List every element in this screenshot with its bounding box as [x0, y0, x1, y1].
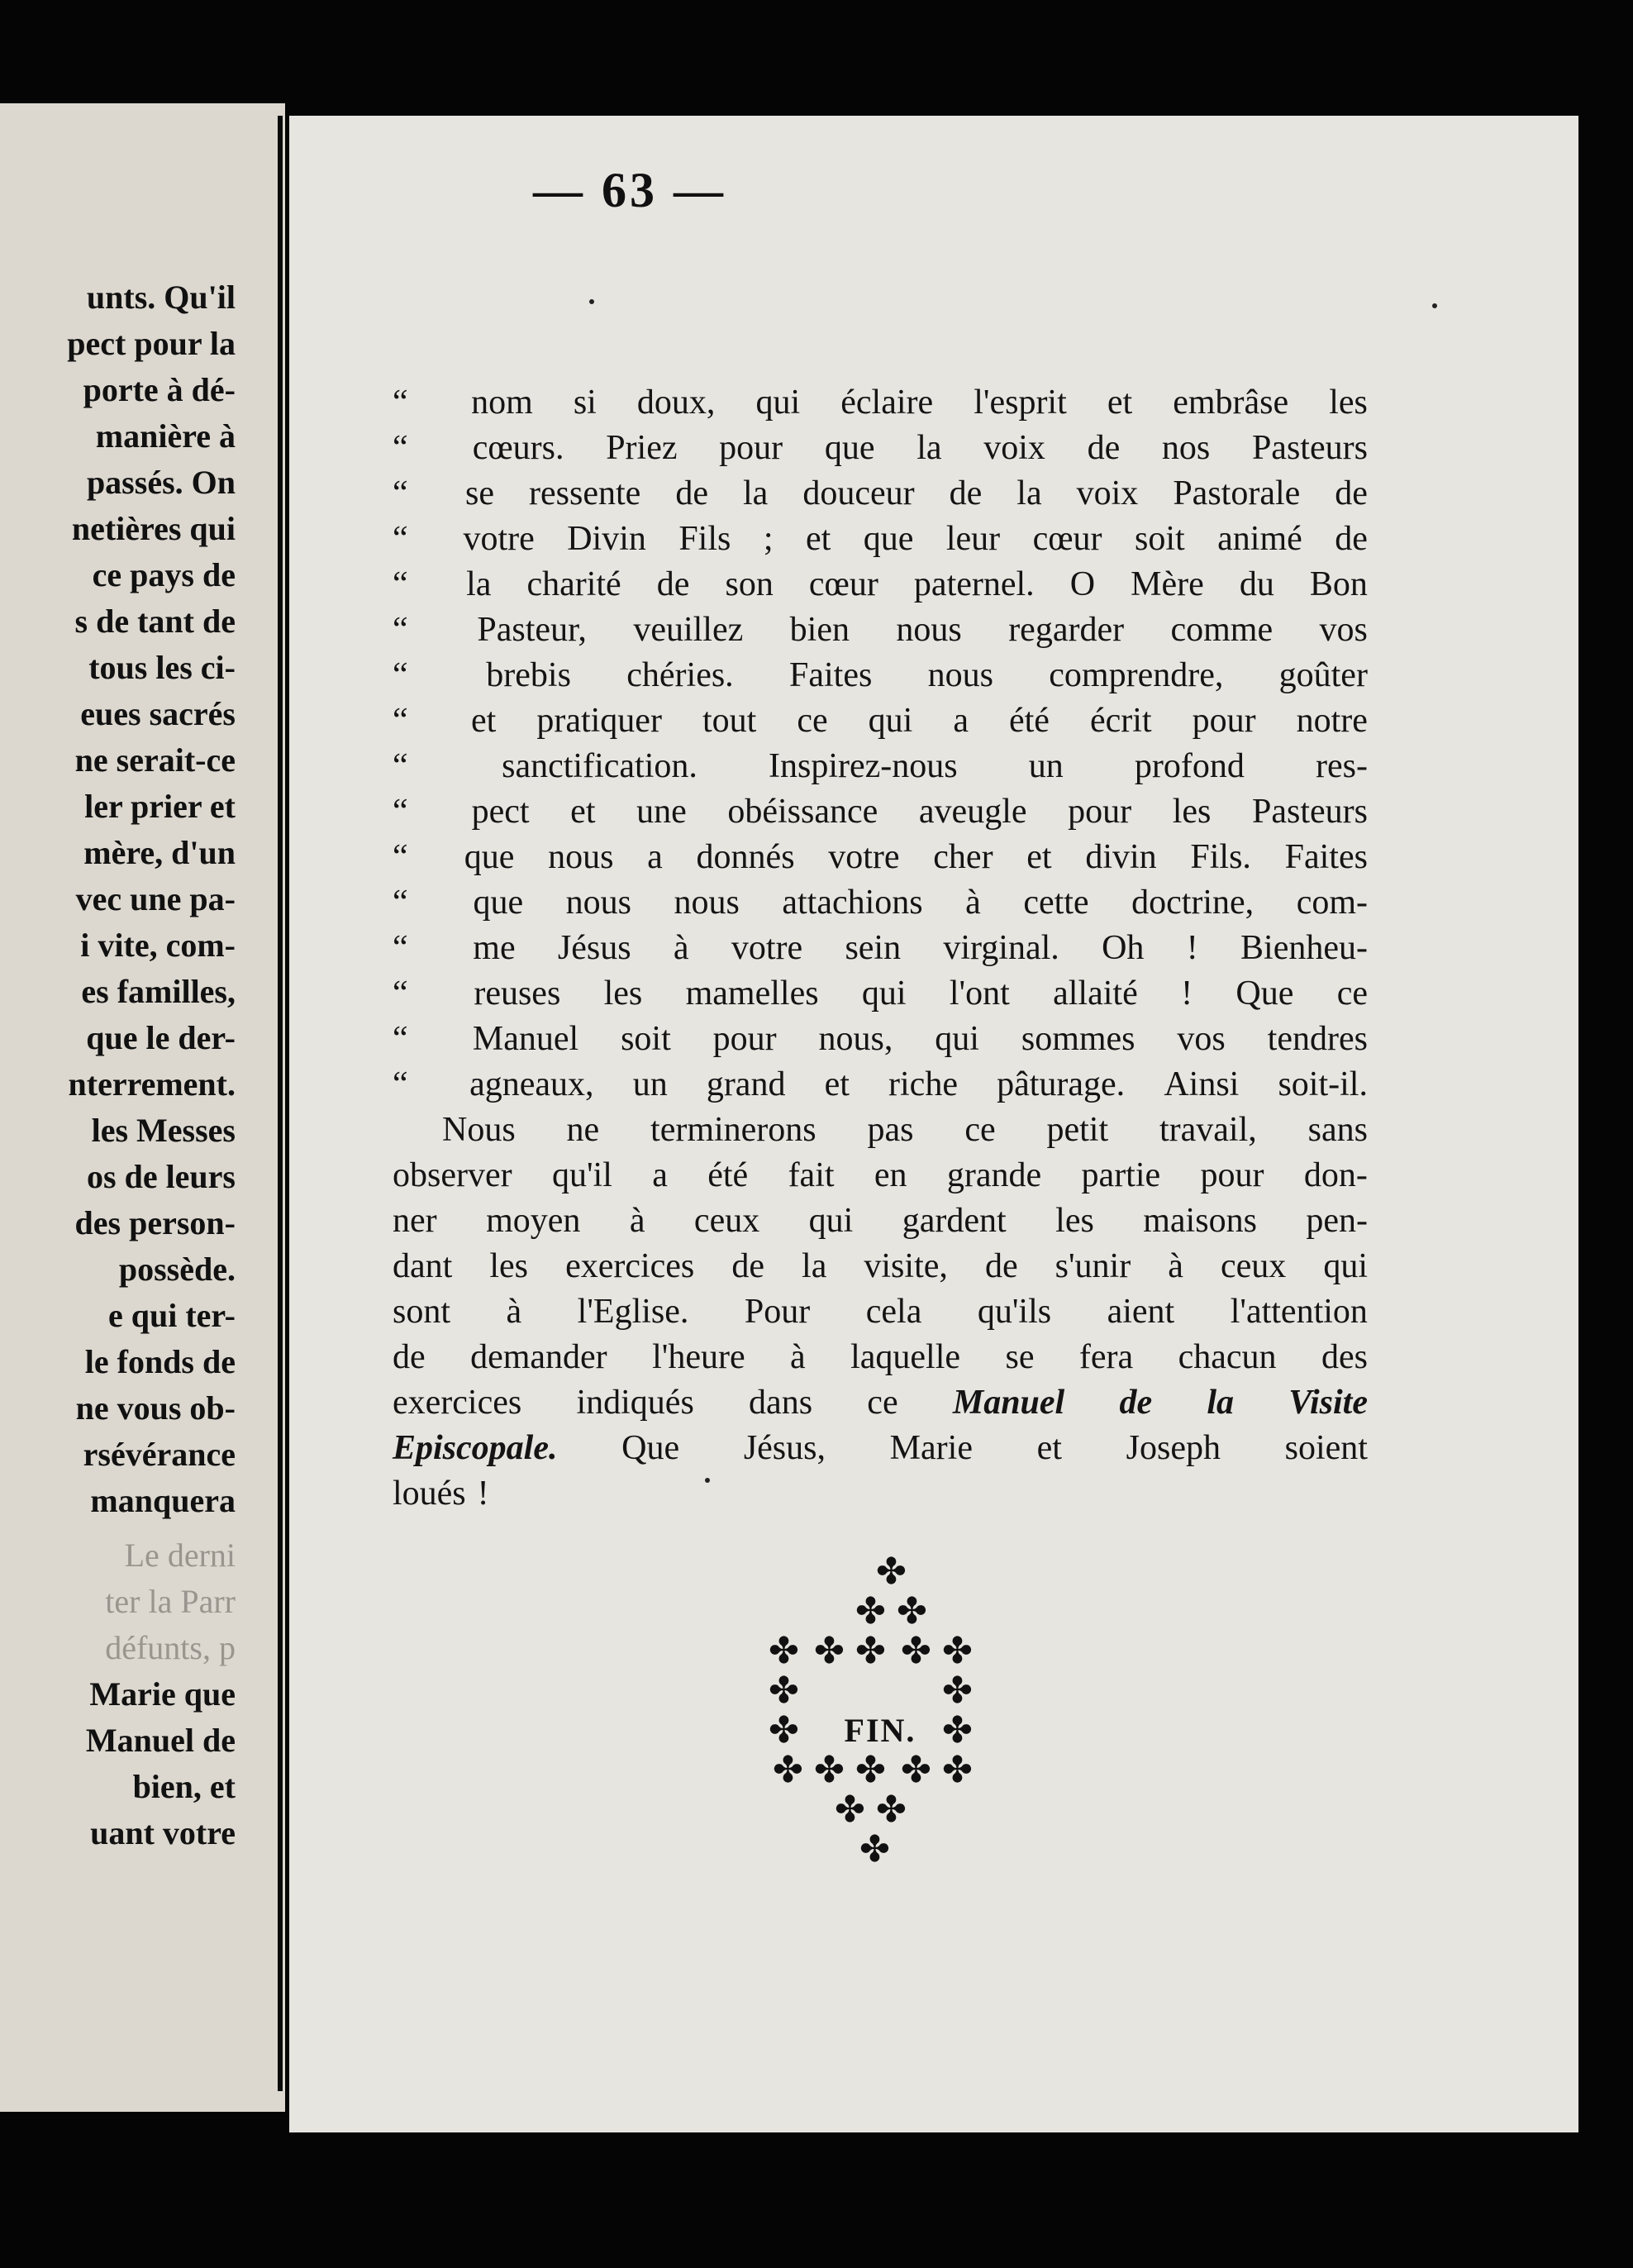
body-text: [393, 380, 1368, 1517]
text-line: loués !: [393, 1475, 489, 1513]
text-line: “ Pasteur, veuillez bien nous regarder comme vos: [393, 611, 1368, 649]
facing-page-line: les Messes: [91, 1112, 236, 1149]
facing-page-line: unts. Qu'il: [86, 279, 236, 316]
ink-speck: [589, 299, 594, 304]
facing-page-line: vec une pa-: [75, 880, 236, 917]
facing-page-line: que le der-: [86, 1019, 236, 1056]
text-line: de demander l'heure à laquelle se fera chacun des: [393, 1338, 1368, 1376]
facing-page-line: ler prier et: [84, 788, 236, 825]
text-line: ner moyen à ceux qui gardent les maisons pen-: [393, 1202, 1368, 1240]
facing-page-line: s de tant de: [74, 603, 236, 640]
fleuron-ornament: ✤: [901, 1631, 931, 1671]
facing-page-line: tous les ci-: [88, 649, 236, 686]
text-line: “ Manuel soit pour nous, qui sommes vos tendres: [393, 1020, 1368, 1058]
fleuron-ornament: ✤: [769, 1631, 799, 1671]
facing-page-line: passés. On: [86, 464, 236, 501]
fleuron-ornament: ✤: [942, 1670, 973, 1711]
fleuron-ornament: ✤: [897, 1591, 927, 1632]
facing-page-line: des person-: [74, 1204, 236, 1241]
fleuron-ornament: ✤: [876, 1789, 907, 1830]
facing-page-line: uant votre: [90, 1814, 236, 1851]
facing-page-left: [0, 103, 285, 2112]
fleuron-ornament: ✤: [855, 1631, 886, 1671]
facing-page-line: porte à dé-: [83, 371, 236, 408]
fleuron-ornament: ✤: [942, 1710, 973, 1751]
facing-page-line: bien, et: [132, 1768, 236, 1805]
fleuron-ornament: ✤: [835, 1789, 865, 1830]
facing-page-line: Marie que: [89, 1675, 236, 1713]
ink-speck: [1432, 303, 1437, 308]
facing-page-line-faded: ter la Parr: [105, 1583, 236, 1620]
facing-page-line: rsévérance: [83, 1436, 236, 1473]
text-line: “ me Jésus à votre sein virginal. Oh ! Bienheu-: [393, 929, 1368, 967]
text-line: “ brebis chéries. Faites nous comprendre, goûter: [393, 656, 1368, 694]
text-line: “ se ressente de la douceur de la voix Pastorale de: [393, 474, 1368, 512]
text-line: “ sanctification. Inspirez-nous un profond res-: [393, 747, 1368, 785]
fleuron-ornament: ✤: [814, 1750, 845, 1790]
facing-page-line: ne vous ob-: [75, 1389, 236, 1427]
fin-label: FIN.: [844, 1712, 916, 1749]
fleuron-ornament: ✤: [942, 1750, 973, 1790]
text-line: “ et pratiquer tout ce qui a été écrit pour notre: [393, 702, 1368, 740]
text-line: “ que nous a donnés votre cher et divin Fils. Faites: [393, 838, 1368, 876]
fleuron-ornament: ✤: [769, 1710, 799, 1751]
text-line: “ cœurs. Priez pour que la voix de nos Pasteurs: [393, 429, 1368, 467]
text-line: “ la charité de son cœur paternel. O Mère du Bon: [393, 565, 1368, 603]
fleuron-ornament: ✤: [859, 1829, 890, 1870]
fleuron-ornament: ✤: [769, 1670, 799, 1711]
facing-page-line: e qui ter-: [107, 1297, 236, 1334]
facing-page-line: le fonds de: [84, 1343, 236, 1380]
text-line: “ nom si doux, qui éclaire l'esprit et embrâse les: [393, 384, 1368, 422]
facing-page-line: netières qui: [71, 510, 236, 547]
text-line: dant les exercices de la visite, de s'unir à ceux qui: [393, 1247, 1368, 1285]
fleuron-ornament: ✤: [876, 1551, 907, 1592]
text-line: “ pect et une obéissance aveugle pour les Pasteurs: [393, 793, 1368, 831]
text-line: “ reuses les mamelles qui l'ont allaité ! Que ce: [393, 974, 1368, 1012]
fleuron-ornament: ✤: [814, 1631, 845, 1671]
fleuron-ornament: ✤: [773, 1750, 803, 1790]
text-line: sont à l'Eglise. Pour cela qu'ils aient l'attention: [393, 1293, 1368, 1331]
facing-page-line: i vite, com-: [80, 927, 236, 964]
facing-page-line-faded: défunts, p: [105, 1629, 236, 1666]
page-number: — 63 —: [533, 163, 726, 217]
facing-page-line: manière à: [95, 417, 236, 455]
text-line: Episcopale. Que Jésus, Marie et Joseph soient: [393, 1429, 1368, 1467]
facing-page-line: ne serait-ce: [74, 741, 236, 779]
facing-page-line: es familles,: [81, 973, 236, 1010]
fleuron-ornament: ✤: [855, 1750, 886, 1790]
text-line: “ agneaux, un grand et riche pâturage. Ainsi soit-il.: [393, 1065, 1368, 1103]
text-line: observer qu'il a été fait en grande partie pour don-: [393, 1156, 1368, 1194]
facing-page-line: eues sacrés: [80, 695, 236, 732]
facing-page-line: possède.: [118, 1251, 236, 1288]
fleuron-ornament: ✤: [942, 1631, 973, 1671]
facing-page-line: Manuel de: [85, 1722, 236, 1759]
text-line: Nous ne terminerons pas ce petit travail, sans: [442, 1111, 1368, 1149]
text-line: “ votre Divin Fils ; et que leur cœur soit animé de: [393, 520, 1368, 558]
facing-page-line: nterrement.: [68, 1065, 236, 1103]
text-line: “ que nous nous attachions à cette doctrine, com-: [393, 884, 1368, 922]
facing-page-line: pect pour la: [67, 325, 236, 362]
fleuron-ornament: ✤: [855, 1591, 886, 1632]
fleuron-ornament: ✤: [901, 1750, 931, 1790]
facing-page-line: mère, d'un: [83, 834, 236, 871]
facing-page-line: manquera: [90, 1482, 236, 1519]
text-line: exercices indiqués dans ce Manuel de la Visite: [393, 1384, 1368, 1422]
page-gutter: [278, 116, 283, 2091]
facing-page-line-faded: Le derni: [124, 1537, 236, 1574]
ink-speck: [705, 1478, 710, 1483]
facing-page-line: os de leurs: [87, 1158, 236, 1195]
facing-page-line: ce pays de: [92, 556, 236, 593]
